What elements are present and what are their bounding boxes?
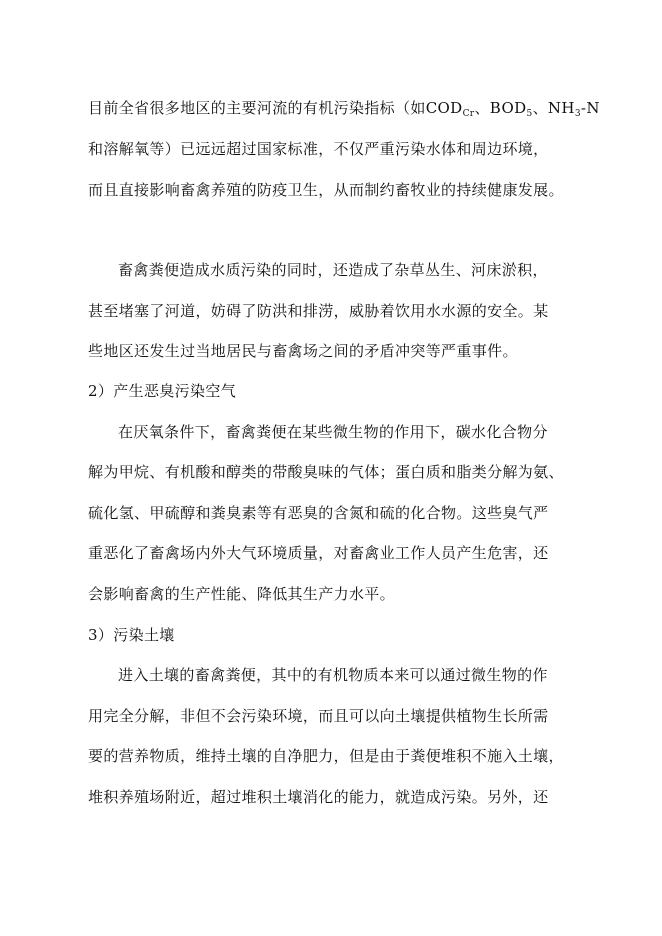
paragraph-4-line-2: 用完全分解，非但不会污染环境，而且可以向土壤提供植物生长所需 — [88, 707, 549, 725]
paragraph-1-line-2: 和溶解氧等）已远远超过国家标准，不仅严重污染水体和周边环境， — [88, 140, 549, 158]
paragraph-3-line-2: 解为甲烷、有机酸和醇类的带酸臭味的气体；蛋白质和脂类分解为氨、 — [88, 463, 564, 481]
paragraph-4-line-3: 要的营养物质，维持土壤的自净肥力，但是由于粪便堆积不施入土壤， — [88, 747, 564, 765]
paragraph-4-line-1: 进入土壤的畜禽粪便，其中的有机物质本来可以通过微生物的作 — [118, 666, 548, 684]
paragraph-2-line-1: 畜禽粪便造成水质污染的同时，还造成了杂草丛生、河床淤积， — [118, 261, 548, 279]
paragraph-2-line-2: 甚至堵塞了河道，妨碍了防洪和排涝，威胁着饮用水水源的安全。某 — [88, 302, 549, 320]
paragraph-3-line-3: 硫化氢、甲硫醇和粪臭素等有恶臭的含氮和硫的化合物。这些臭气严 — [88, 504, 549, 522]
paragraph-3-line-5: 会影响畜禽的生产性能、降低其生产力水平。 — [88, 585, 396, 603]
paragraph-4-line-4: 堆积养殖场附近，超过堆积土壤消化的能力，就造成污染。另外，还 — [88, 788, 549, 806]
section-heading-3: 3）污染土壤 — [88, 626, 175, 644]
paragraph-1-line-3: 而且直接影响畜禽养殖的防疫卫生，从而制约畜牧业的持续健康发展。 — [88, 181, 564, 199]
section-heading-2: 2）产生恶臭污染空气 — [88, 382, 237, 400]
paragraph-3-line-4: 重恶化了畜禽场内外大气环境质量，对畜禽业工作人员产生危害，还 — [88, 544, 549, 562]
paragraph-1-line-1: 目前全省很多地区的主要河流的有机污染指标（如$COD_{Cr}$、$BOD_5$、$NH_3-N$ — [88, 99, 600, 119]
paragraph-2-line-3: 些地区还发生过当地居民与畜禽场之间的矛盾冲突等严重事件。 — [88, 342, 518, 360]
paragraph-3-line-1: 在厌氧条件下，畜禽粪便在某些微生物的作用下，碳水化合物分 — [118, 423, 548, 441]
